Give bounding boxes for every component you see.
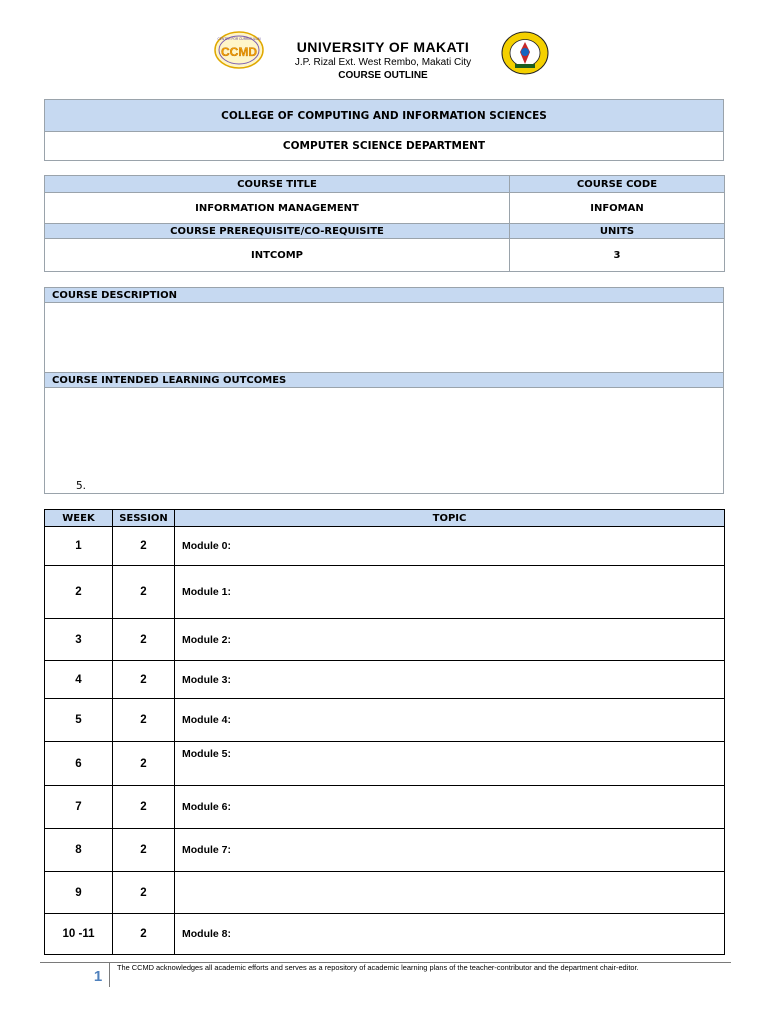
- course-title-value: INFORMATION MANAGEMENT: [45, 193, 510, 224]
- table-row: [45, 786, 725, 829]
- prerequisite-value: INTCOMP: [45, 239, 510, 272]
- session-cell: 2: [113, 872, 175, 914]
- table-row: [45, 699, 725, 742]
- course-description-body[interactable]: [45, 303, 724, 373]
- week-cell: 10 -11: [45, 914, 113, 955]
- page-number-divider: [109, 963, 110, 987]
- table-row: [45, 527, 725, 566]
- university-name: UNIVERSITY OF MAKATI: [296, 39, 470, 55]
- table-row: [45, 566, 725, 619]
- topic-cell[interactable]: Module 8:: [175, 914, 725, 955]
- university-seal: [500, 30, 550, 76]
- course-info-table: [44, 175, 725, 272]
- page-number: 1: [93, 968, 103, 985]
- session-cell: 2: [113, 914, 175, 955]
- session-header: SESSION: [113, 510, 175, 527]
- topic-cell[interactable]: Module 2:: [175, 619, 725, 661]
- topic-cell[interactable]: Module 3:: [175, 661, 725, 699]
- week-cell: 1: [45, 527, 113, 566]
- course-title-label: COURSE TITLE: [45, 176, 510, 193]
- svg-text:CENTER FOR CURRICULUM: CENTER FOR CURRICULUM: [217, 37, 261, 41]
- topic-cell[interactable]: Module 5:: [175, 742, 725, 786]
- document-header: [0, 26, 768, 86]
- department-name: COMPUTER SCIENCE DEPARTMENT: [45, 132, 724, 161]
- units-label: UNITS: [510, 224, 725, 239]
- table-row: [45, 661, 725, 699]
- week-cell: 2: [45, 566, 113, 619]
- week-header: WEEK: [45, 510, 113, 527]
- learning-outcomes-label: COURSE INTENDED LEARNING OUTCOMES: [45, 373, 724, 388]
- course-code-value: INFOMAN: [510, 193, 725, 224]
- college-table: [44, 99, 724, 161]
- course-description-label: COURSE DESCRIPTION: [45, 288, 724, 303]
- college-name: COLLEGE OF COMPUTING AND INFORMATION SCIENCES: [45, 100, 724, 132]
- week-cell: 9: [45, 872, 113, 914]
- session-cell: 2: [113, 619, 175, 661]
- week-cell: 7: [45, 786, 113, 829]
- table-row: [45, 829, 725, 872]
- session-cell: 2: [113, 661, 175, 699]
- outcome-item-number: 5.: [76, 480, 87, 492]
- week-cell: 6: [45, 742, 113, 786]
- svg-text:CCMD: CCMD: [221, 45, 257, 59]
- week-cell: 8: [45, 829, 113, 872]
- topic-cell[interactable]: Module 4:: [175, 699, 725, 742]
- document-type: COURSE OUTLINE: [338, 70, 428, 81]
- topic-header: TOPIC: [175, 510, 725, 527]
- table-row: [45, 914, 725, 955]
- session-cell: 2: [113, 786, 175, 829]
- topic-cell[interactable]: Module 0:: [175, 527, 725, 566]
- table-row: [45, 872, 725, 914]
- description-outcomes-table: [44, 287, 724, 494]
- table-row: [45, 742, 725, 786]
- learning-outcomes-body[interactable]: [45, 388, 724, 494]
- university-address: J.P. Rizal Ext. West Rembo, Makati City: [294, 57, 472, 68]
- topic-cell[interactable]: Module 1:: [175, 566, 725, 619]
- footer-note: The CCMD acknowledges all academic efforts and serves as a repository of academic learning plans of the teacher-contributor and the department chair-editor.: [117, 963, 639, 972]
- prerequisite-label: COURSE PREREQUISITE/CO-REQUISITE: [45, 224, 510, 239]
- topic-cell[interactable]: [175, 872, 725, 914]
- session-cell: 2: [113, 699, 175, 742]
- session-cell: 2: [113, 742, 175, 786]
- table-row: [45, 619, 725, 661]
- session-cell: 2: [113, 829, 175, 872]
- topic-cell[interactable]: Module 6:: [175, 786, 725, 829]
- session-cell: 2: [113, 527, 175, 566]
- week-cell: 3: [45, 619, 113, 661]
- schedule-table: [44, 509, 725, 955]
- course-code-label: COURSE CODE: [510, 176, 725, 193]
- topic-cell[interactable]: Module 7:: [175, 829, 725, 872]
- ccmd-logo: [212, 30, 266, 70]
- session-cell: 2: [113, 566, 175, 619]
- week-cell: 4: [45, 661, 113, 699]
- week-cell: 5: [45, 699, 113, 742]
- units-value: 3: [510, 239, 725, 272]
